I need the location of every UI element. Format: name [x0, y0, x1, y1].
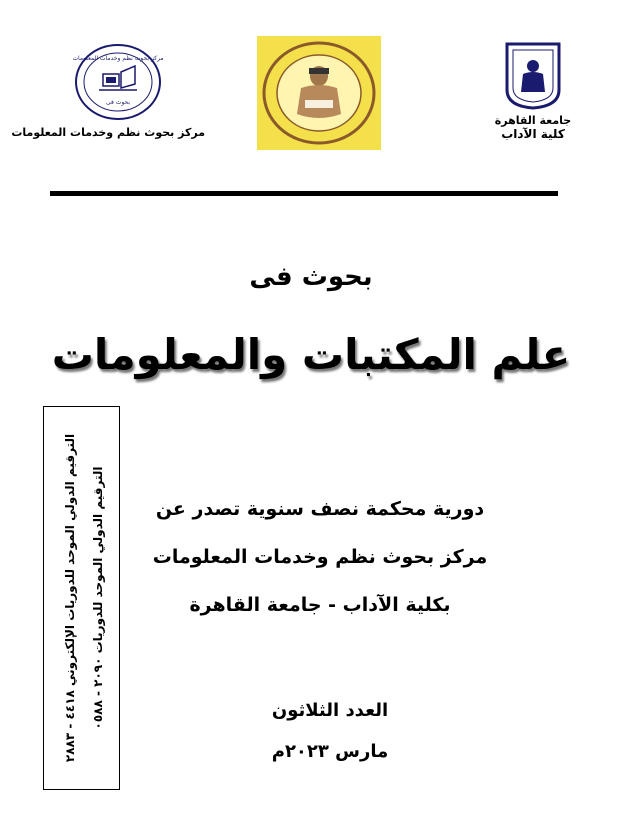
issue-date: مارس ٢٠٢٣م: [271, 741, 389, 762]
left-logo-caption: مركز بحوث نظم وخدمات المعلومات: [11, 126, 205, 139]
description-line-1: دورية محكمة نصف سنوية تصدر عن: [155, 498, 485, 520]
logo-ring-text: مركز بحوث نظم وخدمات المعلومات: [72, 55, 163, 62]
issue-number: العدد الثلاثون: [271, 700, 389, 721]
cairo-university-logo: [478, 40, 588, 141]
journal-title: علم المكتبات والمعلومات: [51, 330, 571, 379]
header-divider: [50, 191, 558, 196]
logo-inner-text: بحوث فى: [105, 99, 130, 106]
pharaonic-scribe-seal: [257, 36, 381, 150]
university-name: جامعة القاهرة: [494, 114, 572, 127]
faculty-name: كلية الآداب: [501, 127, 565, 141]
issn-print: الترقيم الدولي الموحد للدوريات ٢٠٩٠ - ٠٥٨٨: [90, 466, 105, 730]
issn-online: الترقيم الدولي الموحد للدوريات الإلكتروني ٤٤١٨ - ٢٨٨٣: [62, 433, 77, 763]
scribe-statue-icon: [257, 36, 381, 150]
description-line-3: بكلية الآداب - جامعة القاهرة: [189, 594, 451, 616]
info-systems-center-logo: [11, 42, 205, 139]
center-emblem-icon: [73, 42, 163, 122]
description-line-2: مركز بحوث نظم وخدمات المعلومات: [152, 546, 488, 568]
university-shield-icon: [499, 40, 567, 110]
issn-box: [43, 406, 120, 790]
journal-title-prefix: بحوث فى: [249, 262, 373, 292]
